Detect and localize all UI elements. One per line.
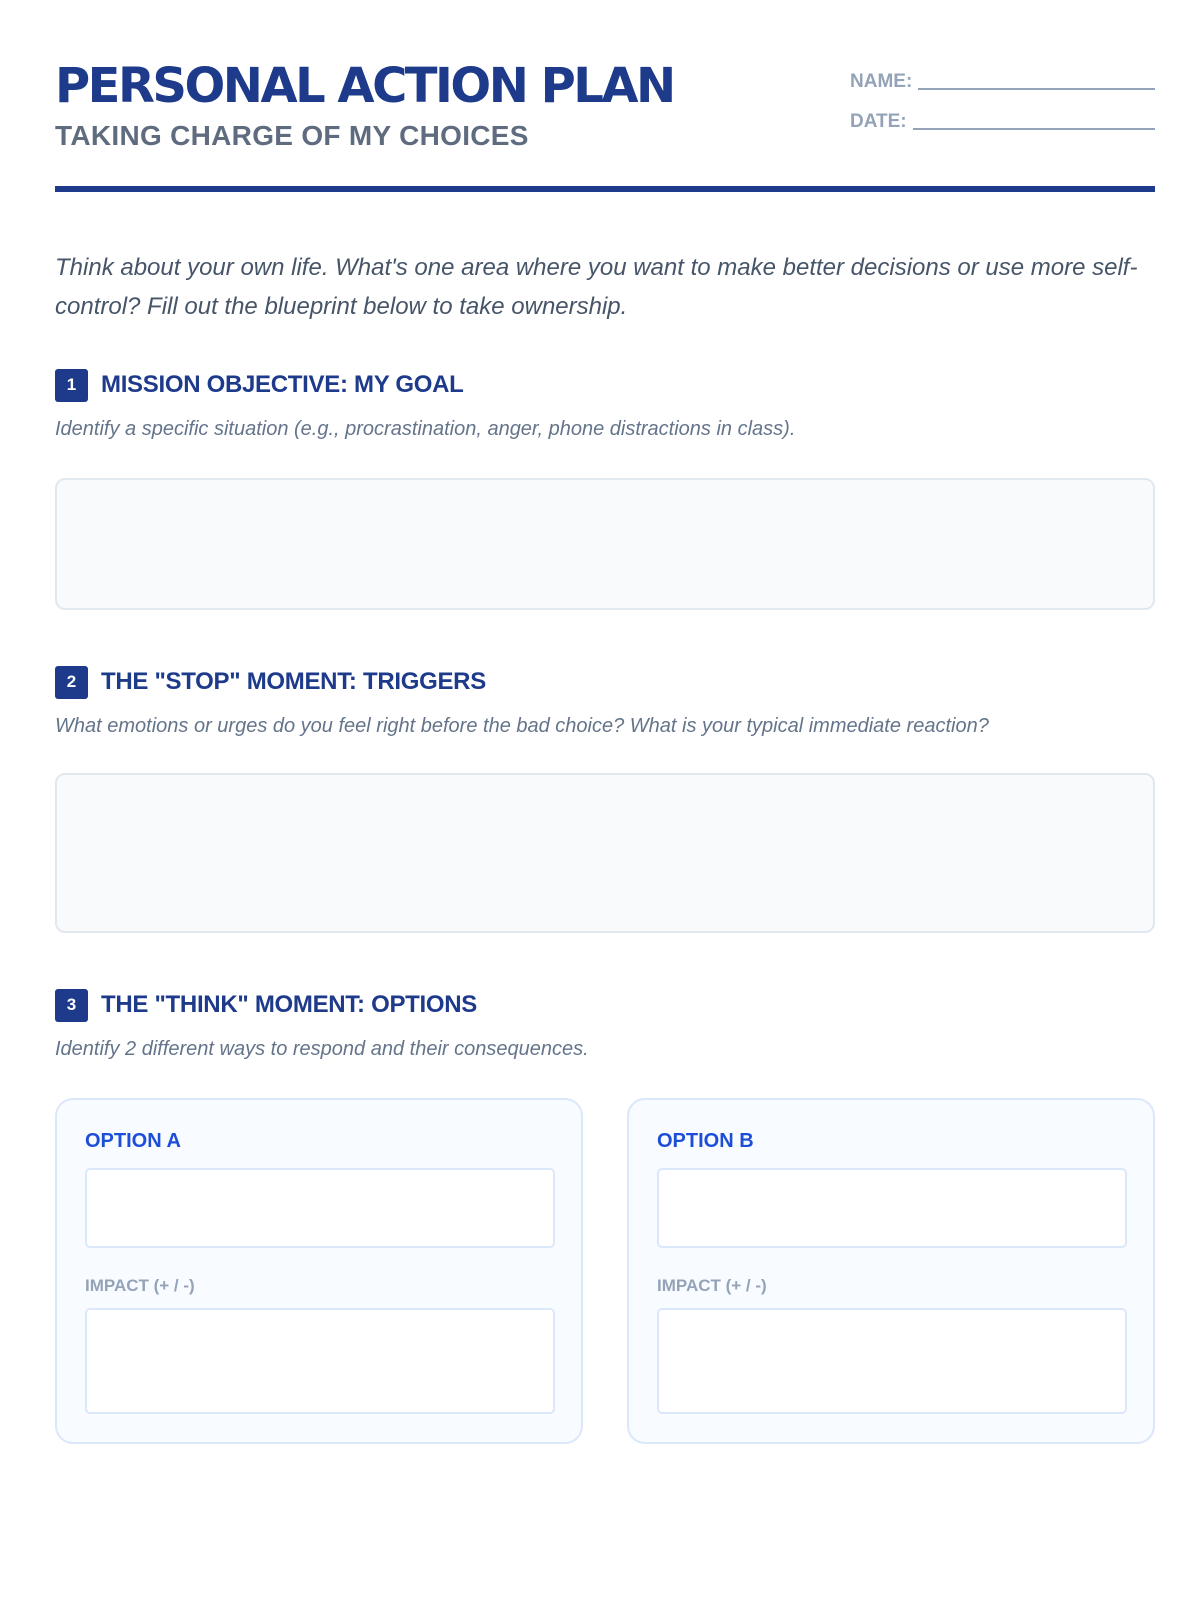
date-row [850, 94, 1155, 134]
name-date-block [850, 54, 1155, 134]
section-3-heading [55, 988, 477, 1022]
section-2-heading [55, 665, 486, 699]
worksheet-page [55, 0, 1155, 1600]
name-row [850, 54, 1155, 94]
option-a-response-field[interactable] [85, 1168, 555, 1248]
header [55, 50, 1155, 190]
page-subtitle: TAKING CHARGE OF MY CHOICES [55, 120, 529, 151]
section-2-subtitle: What emotions or urges do you feel right before the bad choice? What is your typical immediate reaction? [55, 715, 989, 737]
option-b-impact-field[interactable] [657, 1308, 1127, 1414]
date-field[interactable] [913, 110, 1155, 130]
section-number-badge: 1 [55, 369, 88, 402]
triggers-answer-box[interactable] [55, 773, 1155, 933]
option-a-impact-field[interactable] [85, 1308, 555, 1414]
name-field[interactable] [918, 70, 1155, 90]
section-1-heading [55, 368, 463, 402]
section-title: THE "STOP" MOMENT: TRIGGERS [101, 668, 486, 695]
option-a-card [55, 1098, 583, 1444]
option-b-label: OPTION B [657, 1130, 754, 1152]
option-a-label: OPTION A [85, 1130, 181, 1152]
section-number-badge: 3 [55, 989, 88, 1022]
section-title: THE "THINK" MOMENT: OPTIONS [101, 991, 477, 1018]
option-b-card [627, 1098, 1155, 1444]
option-b-impact-label: IMPACT (+ / -) [657, 1276, 767, 1295]
date-label: DATE: [850, 111, 907, 132]
section-title: MISSION OBJECTIVE: MY GOAL [101, 371, 464, 398]
page-title: PERSONAL ACTION PLAN [55, 58, 674, 114]
section-3-subtitle: Identify 2 different ways to respond and their consequences. [55, 1038, 589, 1060]
goal-answer-box[interactable] [55, 478, 1155, 610]
option-b-response-field[interactable] [657, 1168, 1127, 1248]
header-divider [55, 186, 1155, 192]
option-a-impact-label: IMPACT (+ / -) [85, 1276, 195, 1295]
section-1-subtitle: Identify a specific situation (e.g., procrastination, anger, phone distractions in class). [55, 418, 796, 440]
section-number-badge: 2 [55, 666, 88, 699]
name-label: NAME: [850, 71, 913, 92]
intro-text: Think about your own life. What's one area where you want to make better decisions or use more self-control? Fill out the blueprint below to take ownership. [55, 254, 1138, 320]
